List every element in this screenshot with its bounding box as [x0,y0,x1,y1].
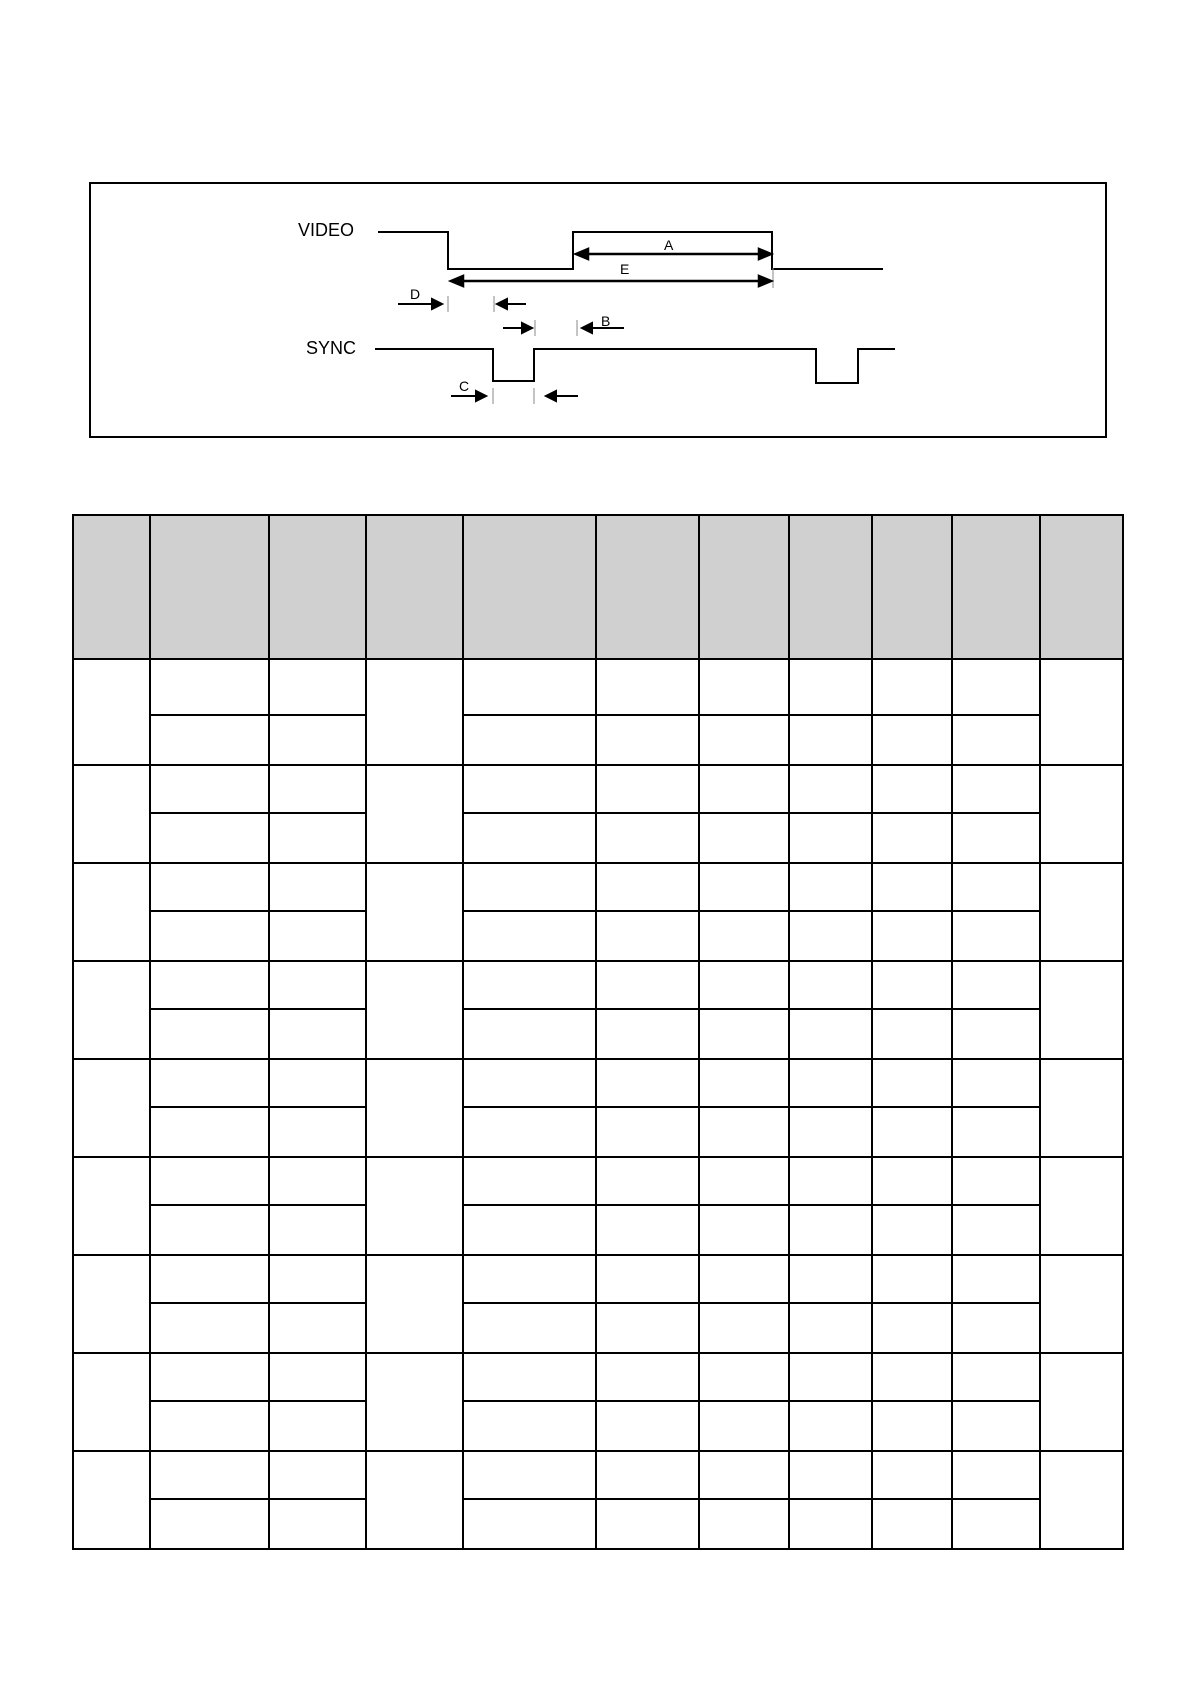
table-cell [596,1451,699,1499]
table-cell [150,1107,269,1157]
table-row [73,1499,1123,1549]
table-cell [872,1107,952,1157]
table-cell [872,1157,952,1205]
table-row [73,765,1123,813]
table-cell [463,659,596,715]
table-cell [699,659,789,715]
table-cell [952,863,1040,911]
table-cell [952,1303,1040,1353]
header-cell [463,515,596,659]
marker-a-label: A [664,237,674,253]
table-cell [872,1353,952,1401]
table-cell [789,659,872,715]
table-cell [463,1353,596,1401]
table-cell [699,1107,789,1157]
dimension-e-arrow-left [451,276,463,286]
table-cell [150,911,269,961]
table-cell [269,911,366,961]
table-cell [596,1353,699,1401]
table-cell [1040,863,1123,961]
table-cell [789,1157,872,1205]
table-row [73,1451,1123,1499]
table-cell [269,1353,366,1401]
table-cell [699,1059,789,1107]
table-row [73,1157,1123,1205]
table-cell [269,961,366,1009]
table-header-row [73,515,1123,659]
table-cell [269,765,366,813]
table-row [73,911,1123,961]
table-cell [789,1009,872,1059]
table-cell [952,1353,1040,1401]
table-cell [596,1107,699,1157]
dimension-b-arrow-right [522,323,532,333]
table-cell [699,863,789,911]
table-cell [150,1353,269,1401]
table-cell [1040,765,1123,863]
table-cell [789,1499,872,1549]
table-cell [150,1205,269,1255]
table-cell [73,1451,150,1549]
sync-label: SYNC [306,338,357,358]
table-cell [872,1205,952,1255]
dimension-d-arrow-left [497,299,507,309]
table-cell [699,1353,789,1401]
table-cell [463,765,596,813]
table-row [73,1353,1123,1401]
table-cell [463,715,596,765]
table-cell [463,1255,596,1303]
table-row [73,1205,1123,1255]
table-cell [872,911,952,961]
table-cell [952,1205,1040,1255]
table-row [73,659,1123,715]
table-cell [699,1255,789,1303]
table-cell [269,715,366,765]
header-cell [789,515,872,659]
table-cell [73,1157,150,1255]
table-cell [269,659,366,715]
table-cell [596,1401,699,1451]
table-cell [1040,1451,1123,1549]
marker-d-label: D [410,286,421,302]
table-cell [789,1059,872,1107]
table-cell [150,1255,269,1303]
table-cell [789,1401,872,1451]
video-waveform [378,232,883,269]
table-cell [1040,659,1123,765]
dimension-c-arrow-right [476,391,486,401]
table-cell [150,659,269,715]
table-cell [789,961,872,1009]
dimension-c-arrow-left [546,391,556,401]
table-cell [872,765,952,813]
table-cell [789,1107,872,1157]
marker-e-label: E [620,261,630,277]
table-cell [150,1303,269,1353]
marker-b-label: B [601,313,611,329]
dimension-a-arrow-right [759,249,771,259]
table-cell [872,961,952,1009]
table-cell [699,1451,789,1499]
table-cell [463,863,596,911]
table-cell [269,1205,366,1255]
table-cell [872,1255,952,1303]
table-row [73,1059,1123,1107]
table-cell [789,863,872,911]
table-cell [596,715,699,765]
dimension-d-arrow-right [432,299,442,309]
table-cell [463,1205,596,1255]
table-cell [1040,1157,1123,1255]
table-cell [463,1303,596,1353]
table-row [73,1303,1123,1353]
table-cell [952,1009,1040,1059]
table-cell [463,1157,596,1205]
table-cell [872,863,952,911]
table-cell [789,1255,872,1303]
table-row [73,1401,1123,1451]
table-cell [699,1303,789,1353]
table-cell [872,1303,952,1353]
sync-waveform [375,349,895,383]
header-cell [366,515,463,659]
table-cell [269,863,366,911]
table-cell [872,659,952,715]
table-cell [789,911,872,961]
table-cell [872,1009,952,1059]
table-cell [150,1499,269,1549]
table-cell [269,1499,366,1549]
table-cell [952,1107,1040,1157]
table-cell [366,1255,463,1353]
table-cell [269,1009,366,1059]
table-cell [366,765,463,863]
table-cell [366,961,463,1059]
table-row [73,813,1123,863]
table-cell [872,1499,952,1549]
table-cell [1040,1059,1123,1157]
table-cell [269,1157,366,1205]
table-cell [596,1157,699,1205]
table-cell [366,1059,463,1157]
table-row [73,863,1123,911]
table-cell [789,765,872,813]
table-cell [269,1059,366,1107]
table-cell [699,1499,789,1549]
table-cell [463,1451,596,1499]
table-cell [952,1059,1040,1107]
table-cell [596,961,699,1009]
table-cell [789,1353,872,1401]
table-cell [150,863,269,911]
dimension-e-arrow-right [759,276,771,286]
table-cell [150,1059,269,1107]
table-cell [1040,961,1123,1059]
table-cell [269,1401,366,1451]
table-cell [269,1451,366,1499]
marker-c-label: C [459,378,470,394]
table-row [73,1009,1123,1059]
table-cell [1040,1353,1123,1451]
table-row [73,1255,1123,1303]
header-cell [1040,515,1123,659]
header-cell [596,515,699,659]
table-cell [872,715,952,765]
header-cell [952,515,1040,659]
table-cell [952,1499,1040,1549]
table-cell [952,765,1040,813]
table-cell [699,715,789,765]
table-cell [366,863,463,961]
table-cell [789,1205,872,1255]
table-cell [699,765,789,813]
table-cell [872,1059,952,1107]
table-cell [596,1499,699,1549]
header-cell [699,515,789,659]
table-cell [1040,1255,1123,1353]
table-cell [789,1303,872,1353]
table-cell [789,715,872,765]
timing-diagram [0,0,1190,460]
table-cell [269,813,366,863]
table-cell [596,813,699,863]
timing-table [72,514,1124,1550]
table-body [73,659,1123,1549]
table-cell [952,1401,1040,1451]
table-cell [699,1401,789,1451]
dimension-b-arrow-left [582,323,592,333]
table-cell [872,813,952,863]
table-cell [150,1157,269,1205]
table-cell [596,659,699,715]
table-cell [952,715,1040,765]
table-cell [366,1451,463,1549]
table-cell [269,1303,366,1353]
dimension-a-arrow-left [576,249,588,259]
table-cell [366,1157,463,1255]
table-cell [463,1059,596,1107]
table-cell [463,1009,596,1059]
table-cell [366,659,463,765]
table-cell [269,1255,366,1303]
table-cell [73,1353,150,1451]
table-cell [596,1009,699,1059]
table-cell [150,961,269,1009]
table-cell [699,1205,789,1255]
table-cell [596,911,699,961]
table-cell [952,961,1040,1009]
table-cell [73,1255,150,1353]
table-cell [952,659,1040,715]
table-row [73,961,1123,1009]
table-cell [150,715,269,765]
table-cell [73,765,150,863]
table-cell [73,961,150,1059]
table-cell [952,813,1040,863]
table-cell [150,1451,269,1499]
table-cell [73,863,150,961]
table-cell [952,1255,1040,1303]
header-cell [73,515,150,659]
table-cell [366,1353,463,1451]
table-cell [699,961,789,1009]
table-cell [463,1499,596,1549]
table-cell [699,813,789,863]
table-cell [596,765,699,813]
table-cell [789,813,872,863]
table-cell [463,961,596,1009]
table-cell [463,813,596,863]
header-cell [150,515,269,659]
table-cell [269,1107,366,1157]
table-cell [150,813,269,863]
table-row [73,715,1123,765]
table-cell [596,1205,699,1255]
table-cell [952,1157,1040,1205]
table-cell [872,1401,952,1451]
table-cell [596,1255,699,1303]
table-row [73,1107,1123,1157]
table-cell [150,1401,269,1451]
table-cell [699,1157,789,1205]
table-cell [150,1009,269,1059]
table-cell [463,911,596,961]
table-cell [952,1451,1040,1499]
table-cell [596,863,699,911]
table-cell [73,659,150,765]
header-cell [269,515,366,659]
table-cell [596,1059,699,1107]
table-cell [699,911,789,961]
table-cell [596,1303,699,1353]
table-cell [789,1451,872,1499]
table-cell [150,765,269,813]
video-label: VIDEO [298,220,355,240]
table-cell [463,1107,596,1157]
table-cell [463,1401,596,1451]
table-cell [73,1059,150,1157]
header-cell [872,515,952,659]
table-cell [872,1451,952,1499]
table-cell [952,911,1040,961]
table-cell [699,1009,789,1059]
